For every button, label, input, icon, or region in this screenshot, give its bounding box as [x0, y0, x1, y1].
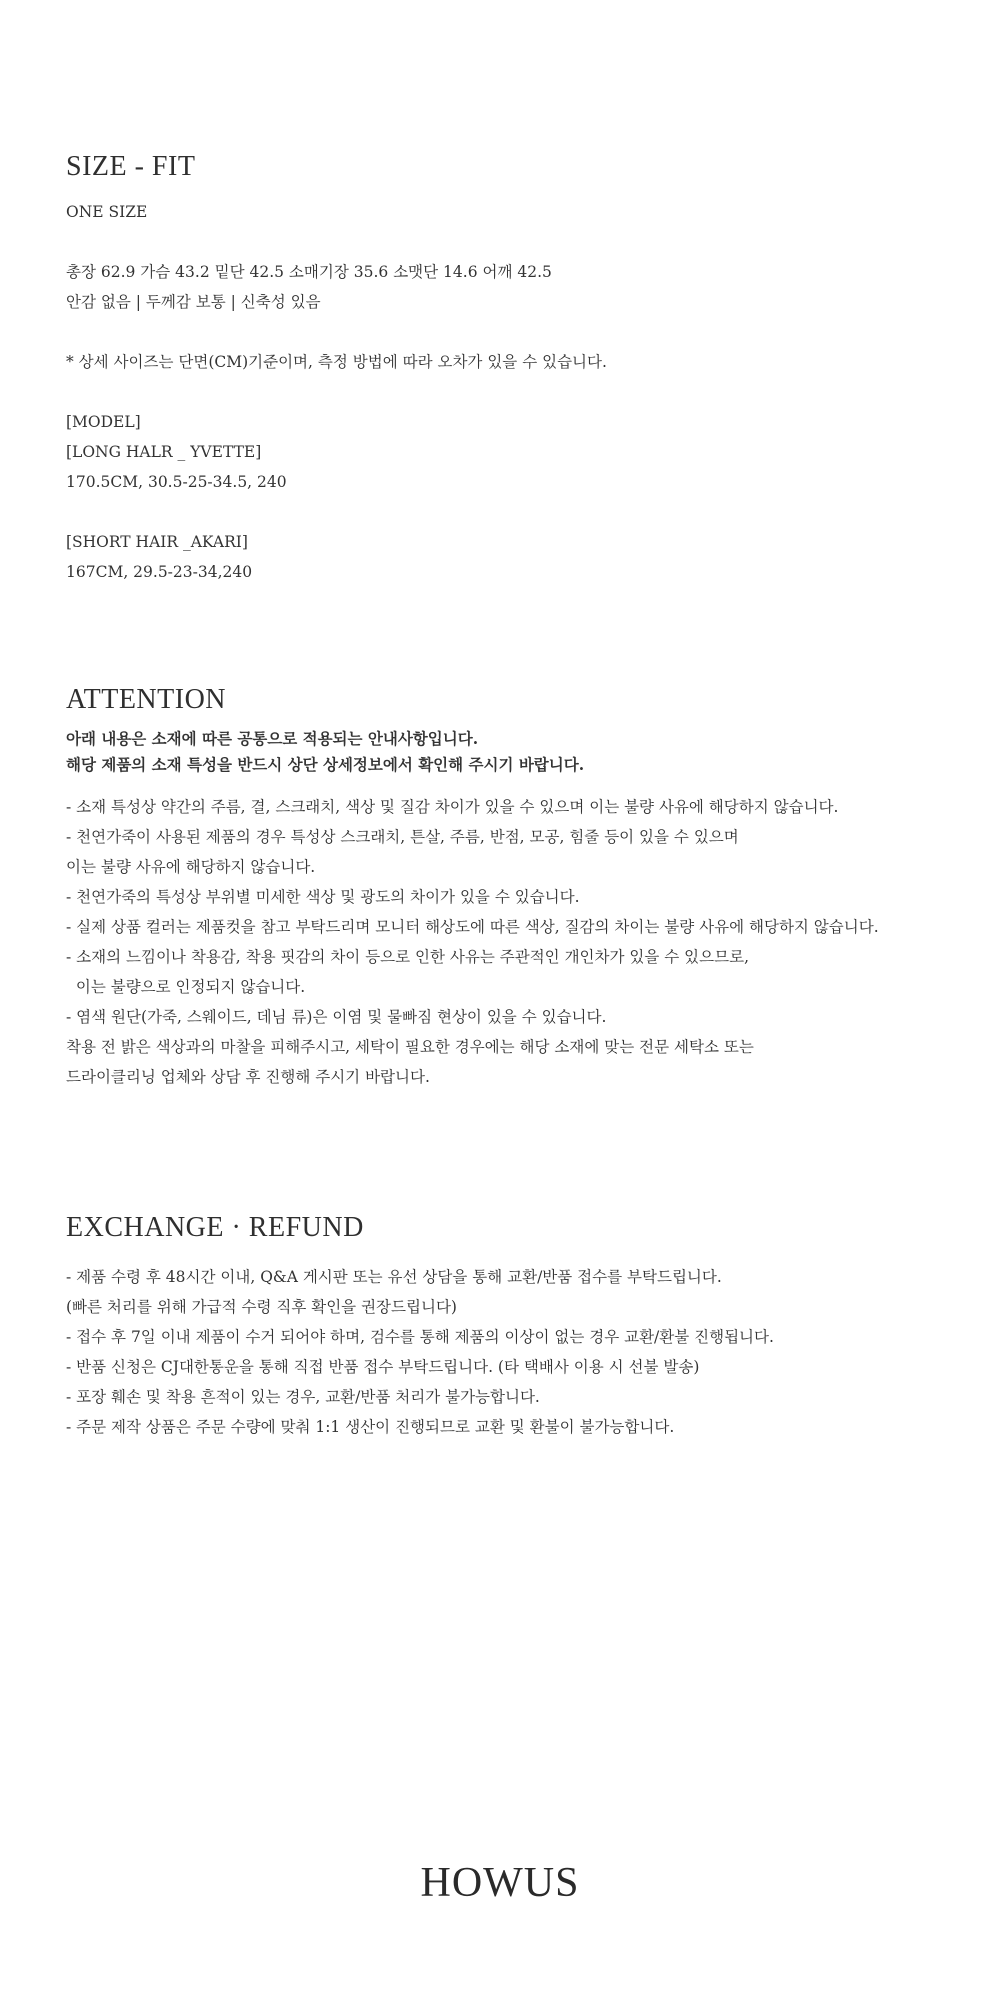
exchange-refund-section: [66, 1214, 966, 1442]
fabric-info: 안감 없음 | 두께감 보통 | 신축성 있음: [66, 293, 321, 311]
size-fit-heading: SIZE - FIT: [66, 151, 196, 182]
attention-item: - 천연가죽이 사용된 제품의 경우 특성상 스크래치, 튼살, 주름, 반점, 모공, 힘줄 등이 있을 수 있으며: [66, 828, 739, 846]
model2-name: [SHORT HAIR _AKARI]: [66, 533, 248, 551]
size-label: ONE SIZE: [66, 203, 148, 221]
attention-item: - 소재의 느낌이나 착용감, 착용 핏감의 차이 등으로 인한 사유는 주관적인 개인차가 있을 수 있으므로,: [66, 948, 749, 966]
attention-item: - 천연가죽의 특성상 부위별 미세한 색상 및 광도의 차이가 있을 수 있습니다.: [66, 888, 580, 906]
exchange-item: - 반품 신청은 CJ대한통운을 통해 직접 반품 접수 부탁드립니다. (타 택배사 이용 시 선불 발송): [66, 1358, 700, 1376]
exchange-item: - 주문 제작 상품은 주문 수량에 맞춰 1:1 생산이 진행되므로 교환 및 환불이 불가능합니다.: [66, 1418, 675, 1436]
size-measurements: 총장 62.9 가슴 43.2 밑단 42.5 소매기장 35.6 소맷단 14.6 어깨 42.5: [66, 263, 552, 281]
attention-intro-line: 아래 내용은 소재에 따른 공통으로 적용되는 안내사항입니다.: [66, 729, 479, 748]
attention-item: 착용 전 밝은 색상과의 마찰을 피해주시고, 세탁이 필요한 경우에는 해당 소재에 맞는 전문 세탁소 또는: [66, 1038, 754, 1056]
attention-section: [66, 686, 966, 1092]
exchange-item: - 제품 수령 후 48시간 이내, Q&A 게시판 또는 유선 상담을 통해 교환/반품 접수를 부탁드립니다.: [66, 1268, 722, 1286]
exchange-item: - 포장 훼손 및 착용 흔적이 있는 경우, 교환/반품 처리가 불가능합니다.: [66, 1388, 540, 1406]
attention-item: - 염색 원단(가죽, 스웨이드, 데님 류)은 이염 및 물빠짐 현상이 있을 수 있습니다.: [66, 1008, 607, 1026]
exchange-refund-heading: EXCHANGE · REFUND: [66, 1212, 364, 1243]
model1-name: [LONG HALR _ YVETTE]: [66, 443, 262, 461]
attention-item: - 실제 상품 컬러는 제품컷을 참고 부탁드리며 모니터 해상도에 따른 색상, 질감의 차이는 불량 사유에 해당하지 않습니다.: [66, 918, 879, 936]
attention-item: 드라이클리닝 업체와 상담 후 진행해 주시기 바랍니다.: [66, 1068, 430, 1086]
attention-item: 이는 불량 사유에 해당하지 않습니다.: [66, 858, 316, 876]
exchange-item: - 접수 후 7일 이내 제품이 수거 되어야 하며, 검수를 통해 제품의 이상이 없는 경우 교환/환불 진행됩니다.: [66, 1328, 774, 1346]
model1-specs: 170.5CM, 30.5-25-34.5, 240: [66, 473, 287, 491]
attention-item: - 소재 특성상 약간의 주름, 결, 스크래치, 색상 및 질감 차이가 있을 수 있으며 이는 불량 사유에 해당하지 않습니다.: [66, 798, 839, 816]
size-note: * 상세 사이즈는 단면(CM)기준이며, 측정 방법에 따라 오차가 있을 수 있습니다.: [66, 353, 607, 371]
attention-item: 이는 불량으로 인정되지 않습니다.: [66, 978, 306, 996]
model2-specs: 167CM, 29.5-23-34,240: [66, 563, 253, 581]
exchange-item: (빠른 처리를 위해 가급적 수령 직후 확인을 권장드립니다): [66, 1298, 457, 1316]
brand-logo: HOWUS: [420, 1860, 580, 1906]
attention-heading: ATTENTION: [66, 684, 227, 715]
size-fit-section: [66, 153, 966, 587]
attention-intro-line: 해당 제품의 소재 특성을 반드시 상단 상세정보에서 확인해 주시기 바랍니다.: [66, 755, 585, 774]
model-label: [MODEL]: [66, 413, 141, 431]
